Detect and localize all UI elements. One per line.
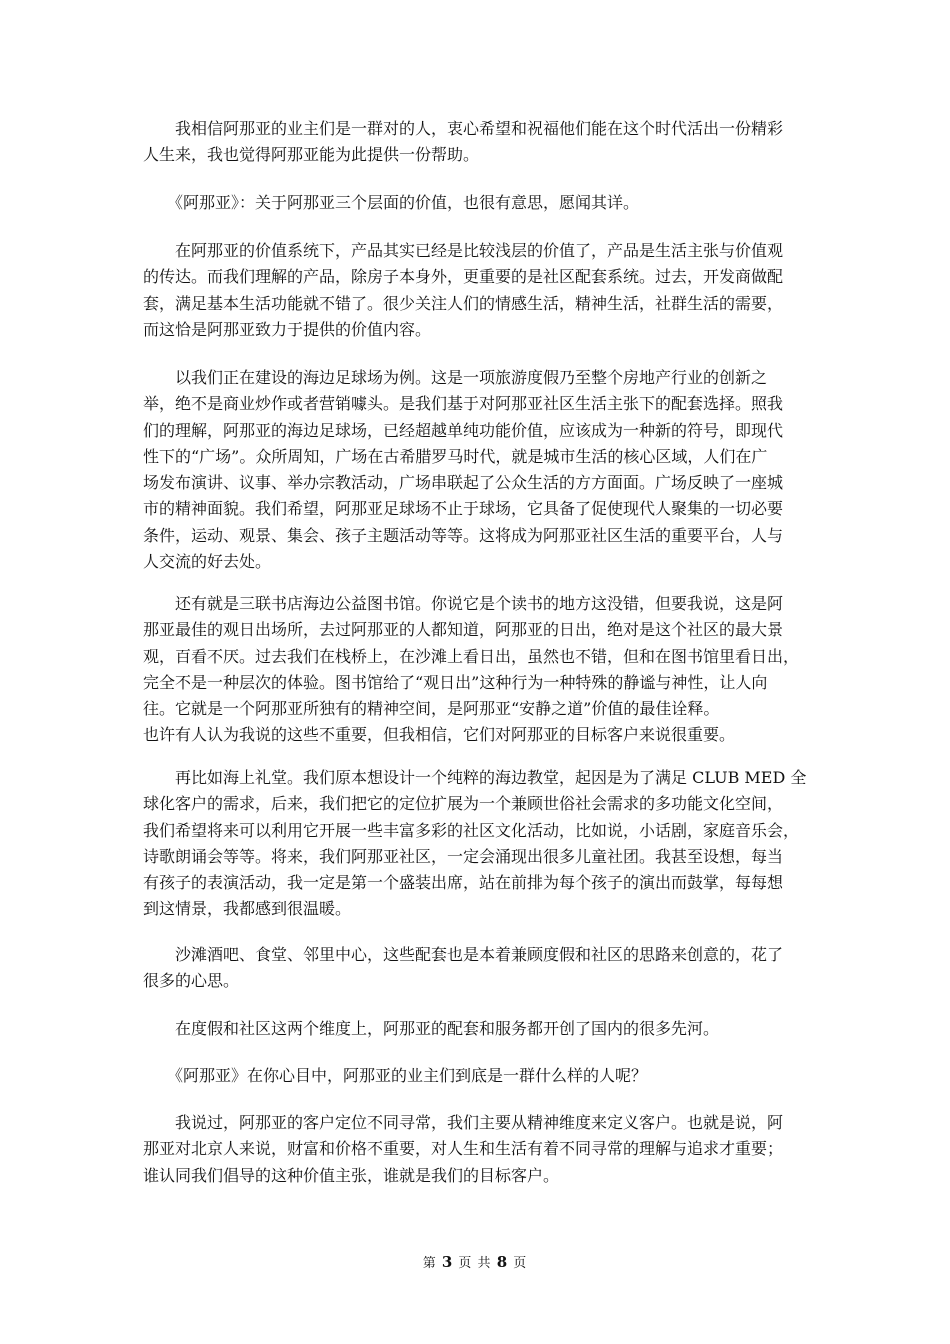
text-line: 人交流的好去处。	[143, 552, 272, 572]
text-line: 《阿那亚》：关于阿那亚三个层面的价值，也很有意思，愿闻其详。	[143, 193, 640, 212]
text-line: 球化客户的需求，后来，我们把它的定位扩展为一个兼顾世俗社会需求的多功能文化空间，	[143, 794, 784, 814]
paragraph-7	[143, 942, 811, 995]
text-line: 沙滩酒吧、食堂、邻里中心，这些配套也是本着兼顾度假和社区的思路来创意的，花了	[143, 945, 784, 964]
text-line: 完全不是一种层次的体验。图书馆给了“观日出”这种行为一种特殊的静谧与神性，让人向	[143, 672, 768, 692]
text-line: 场发布演讲、议事、举办宗教活动，广场串联起了公众生活的方方面面。广场反映了一座城	[143, 473, 784, 493]
paragraph-10	[143, 1110, 811, 1189]
text-line: 还有就是三联书店海边公益图书馆。你说它是个读书的地方这没错，但要我说，这是阿	[143, 594, 784, 613]
text-line: 人生来，我也觉得阿那亚能为此提供一份帮助。	[143, 145, 480, 165]
paragraph-5	[143, 591, 811, 749]
total-pages: 8	[496, 1253, 509, 1271]
text-line: 观，百看不厌。过去我们在栈桥上，在沙滩上看日出，虽然也不错，但和在图书馆里看日出，	[143, 646, 800, 666]
paragraph-4	[143, 365, 811, 575]
paragraph-8	[143, 1016, 811, 1042]
text-line: 条件，运动、观景、集会、孩子主题活动等等。这将成为阿那亚社区生活的重要平台，人与	[143, 525, 784, 545]
text-line: 性下的“广场”。众所周知，广场在古希腊罗马时代，就是城市生活的核心区域，人们在广	[143, 446, 768, 466]
text-line: 到这情景，我都感到很温暖。	[143, 899, 352, 919]
paragraph-9	[143, 1063, 811, 1089]
text-line: 的传达。而我们理解的产品，除房子本身外，更重要的是社区配套系统。过去，开发商做配	[143, 267, 784, 287]
text-line: 诗歌朗诵会等等。将来，我们阿那亚社区，一定会涌现出很多儿童社团。我甚至设想，每当	[143, 846, 784, 866]
page-number: 3	[441, 1253, 454, 1271]
paragraph-1	[143, 116, 811, 169]
paragraph-6	[143, 765, 811, 923]
text-line: 也许有人认为我说的这些不重要，但我相信，它们对阿那亚的目标客户来说很重要。	[143, 725, 736, 745]
text-line: 而这恰是阿那亚致力于提供的价值内容。	[143, 319, 432, 339]
text-line: 在阿那亚的价值系统下，产品其实已经是比较浅层的价值了，产品是生活主张与价值观	[143, 241, 784, 260]
paragraph-2	[143, 190, 811, 216]
text-line: 在度假和社区这两个维度上，阿那亚的配套和服务都开创了国内的很多先河。	[143, 1019, 720, 1038]
footer-middle: 页 共	[458, 1256, 492, 1271]
text-line: 套，满足基本生活功能就不错了。很少关注人们的情感生活，精神生活，社群生活的需要，	[143, 293, 784, 313]
text-line: 我们希望将来可以利用它开展一些丰富多彩的社区文化活动，比如说，小话剧，家庭音乐会，	[143, 820, 800, 840]
text-line: 那亚对北京人来说，财富和价格不重要，对人生和生活有着不同寻常的理解与追求才重要；	[143, 1139, 784, 1159]
text-line: 以我们正在建设的海边足球场为例。这是一项旅游度假乃至整个房地产行业的创新之	[143, 368, 768, 387]
text-line: 市的精神面貌。我们希望，阿那亚足球场不止于球场，它具备了促使现代人聚集的一切必要	[143, 499, 784, 519]
text-line: 再比如海上礼堂。我们原本想设计一个纯粹的海边教堂，起因是为了满足 CLUB MED 全	[143, 768, 807, 787]
paragraph-3	[143, 238, 811, 343]
text-line: 谁认同我们倡导的这种价值主张，谁就是我们的目标客户。	[143, 1165, 560, 1185]
text-line: 我说过，阿那亚的客户定位不同寻常，我们主要从精神维度来定义客户。也就是说，阿	[143, 1113, 784, 1132]
text-line: 往。它就是一个阿那亚所独有的精神空间，是阿那亚“安静之道”价值的最佳诠释。	[143, 699, 720, 719]
text-line: 们的理解，阿那亚的海边足球场，已经超越单纯功能价值，应该成为一种新的符号，即现代	[143, 420, 784, 440]
page-footer	[0, 1252, 950, 1271]
text-line: 有孩子的表演活动，我一定是第一个盛装出席，站在前排为每个孩子的演出而鼓掌，每每想	[143, 873, 784, 893]
text-line: 《阿那亚》在你心目中，阿那亚的业主们到底是一群什么样的人呢？	[143, 1066, 648, 1085]
text-line: 我相信阿那亚的业主们是一群对的人，衷心希望和祝福他们能在这个时代活出一份精彩	[143, 119, 784, 138]
text-line: 举，绝不是商业炒作或者营销噱头。是我们基于对阿那亚社区生活主张下的配套选择。照我	[143, 394, 784, 414]
text-line: 很多的心思。	[143, 971, 240, 991]
footer-prefix: 第	[422, 1256, 437, 1271]
text-line: 那亚最佳的观日出场所，去过阿那亚的人都知道，阿那亚的日出，绝对是这个社区的最大景	[143, 620, 784, 640]
footer-suffix: 页	[513, 1256, 528, 1271]
